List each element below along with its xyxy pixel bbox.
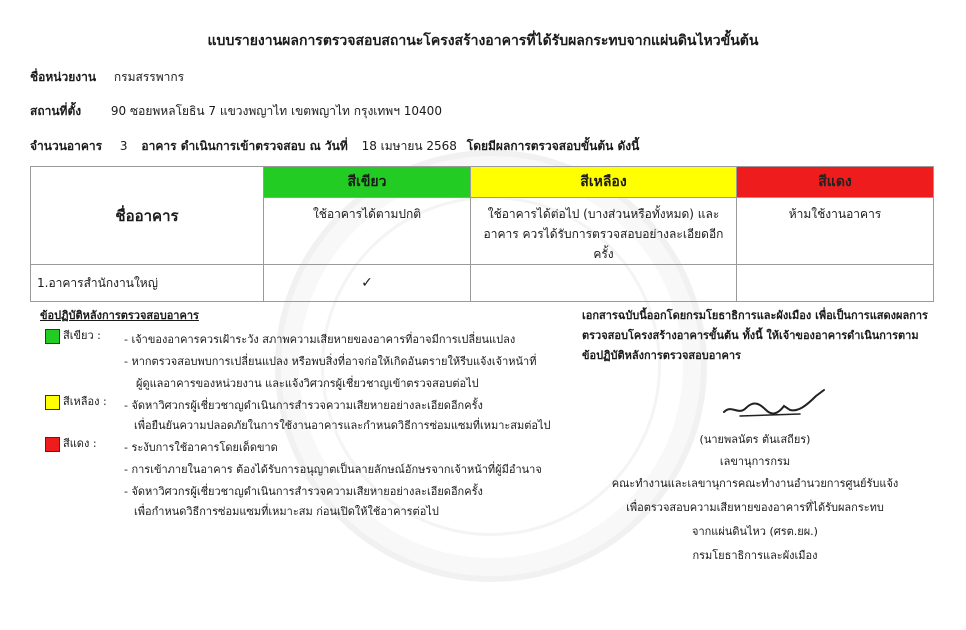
legend-red-item-1: - ระงับการใช้อาคารโดยเด็ดขาด <box>124 441 278 454</box>
legend-yellow-label: สีเหลือง : <box>45 392 107 410</box>
legend-green-label: สีเขียว : <box>45 326 101 344</box>
legend-yellow-item-2: เพื่อยืนยันความปลอดภัยในการใช้งานอาคารและกำหนดวิธีการซ่อมแซมที่เหมาะสมต่อไป <box>134 419 551 432</box>
legend-yellow-item-1: - จัดหาวิศวกรผู้เชี่ยวชาญดำเนินการสำรวจความเสียหายอย่างละเอียดอีกครั้ง <box>124 399 483 412</box>
signature-icon <box>720 386 830 422</box>
signer-name: (นายพลนัตร ตันเสถียร) <box>699 433 811 446</box>
legend-heading: ข้อปฏิบัติหลังการตรวจสอบอาคาร <box>40 309 199 322</box>
red-swatch <box>45 437 60 452</box>
green-desc: ใช้อาคารได้ตามปกติ <box>264 198 471 265</box>
signer-role-2: เพื่อตรวจสอบความเสียหายของอาคารที่ได้รับผลกระทบ <box>626 501 884 514</box>
signer-org: กรมโยธาธิการและผังเมือง <box>692 549 818 562</box>
location-label: สถานที่ตั้ง <box>30 104 82 118</box>
summary-line <box>30 137 639 156</box>
legend-red-item-3: - จัดหาวิศวกรผู้เชี่ยวชาญดำเนินการสำรวจความเสียหายอย่างละเอียดอีกครั้ง <box>124 485 483 498</box>
yellow-desc: ใช้อาคารได้ต่อไป (บางส่วนหรือทั้งหมด) และอาคาร ควรได้รับการตรวจสอบอย่างละเอียดอีกครั้ง <box>471 198 737 265</box>
red-header: สีแดง <box>737 167 934 198</box>
legend-green-item-3: ผู้ดูแลอาคารของหน่วยงาน และแจ้งวิศวกรผู้เชี่ยวชาญเข้าตรวจสอบต่อไป <box>136 377 479 390</box>
red-desc: ห้ามใช้งานอาคาร <box>737 198 934 265</box>
green-swatch <box>45 329 60 344</box>
location-value: 90 ซอยพหลโยธิน 7 แขวงพญาไท เขตพญาไท กรุงเทพฯ 10400 <box>110 104 442 118</box>
yellow-check-cell <box>471 265 737 302</box>
signer-role-3: จากแผ่นดินไหว (ศรต.ยผ.) <box>692 525 818 538</box>
red-check-cell <box>737 265 934 302</box>
legend-green-item-2: - หากตรวจสอบพบการเปลี่ยนแปลง หรือพบสิ่งที่อาจก่อให้เกิดอันตรายให้รีบแจ้งเจ้าหน้าที่ <box>124 355 537 368</box>
legend-red-item-4: เพื่อกำหนดวิธีการซ่อมแซมที่เหมาะสม ก่อนเปิดให้ใช้อาคารต่อไป <box>134 505 439 518</box>
yellow-swatch <box>45 395 60 410</box>
yellow-header: สีเหลือง <box>471 167 737 198</box>
legend-red-item-2: - การเข้าภายในอาคาร ต้องได้รับการอนุญาตเป็นลายลักษณ์อักษรจากเจ้าหน้าที่ผู้มีอำนาจ <box>124 463 542 476</box>
status-table <box>30 166 934 302</box>
table-header-row <box>31 167 934 198</box>
agency-label: ชื่อหน่วยงาน <box>30 70 97 84</box>
summary-text-2: โดยมีผลการตรวจสอบขั้นต้น ดังนี้ <box>466 139 640 153</box>
legend-green-item-1: - เจ้าของอาคารควรเฝ้าระวัง สภาพความเสียหายของอาคารที่อาจมีการเปลี่ยนแปลง <box>124 333 516 346</box>
location-line <box>30 102 442 121</box>
inspection-date: 18 เมษายน 2568 <box>361 139 457 153</box>
green-header: สีเขียว <box>264 167 471 198</box>
building-name-cell: 1.อาคารสำนักงานใหญ่ <box>31 265 264 302</box>
report-title: แบบรายงานผลการตรวจสอบสถานะโครงสร้างอาคารที่ได้รับผลกระทบจากแผ่นดินไหวขั้นต้น <box>207 33 759 49</box>
table-row <box>31 265 934 302</box>
legend-red-label: สีแดง : <box>45 434 97 452</box>
signer-role-1: คณะทำงานและเลขานุการคณะทำงานอำนวยการศูนย์รับแจ้ง <box>611 477 899 490</box>
summary-label: จำนวนอาคาร <box>30 139 103 153</box>
issuance-note: เอกสารฉบับนี้ออกโดยกรมโยธาธิการและผังเมือง เพื่อเป็นการแสดงผลการตรวจสอบโครงสร้างอาคารขั้นต้น ทั้งนี้ ให้เจ้าของอาคารดำเนินการตามข้อปฏิบัติหลังการตรวจสอบอาคาร <box>582 309 928 362</box>
agency-value: กรมสรรพากร <box>113 70 185 84</box>
green-check-cell: ✓ <box>264 265 471 302</box>
agency-line <box>30 68 184 87</box>
signer-position: เลขานุการกรม <box>719 455 791 468</box>
summary-text-1: อาคาร ดำเนินการเข้าตรวจสอบ ณ วันที่ <box>141 139 348 153</box>
building-count: 3 <box>119 139 128 153</box>
building-name-header: ชื่ออาคาร <box>31 167 264 265</box>
